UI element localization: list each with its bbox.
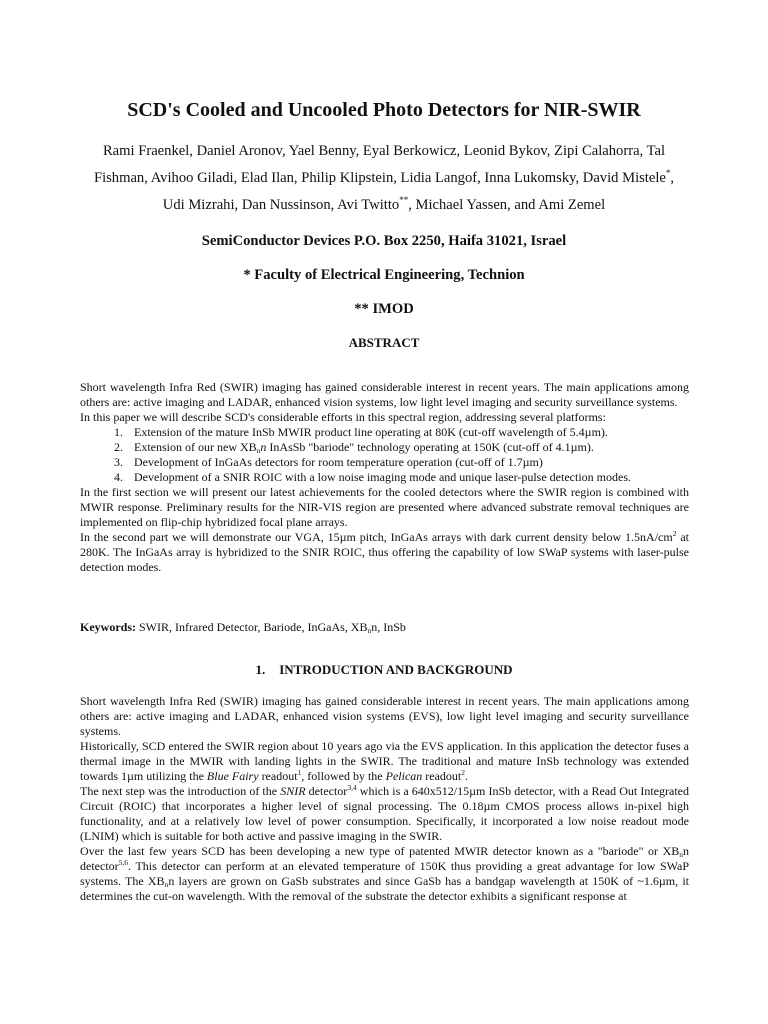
abstract-body [80,380,689,575]
intro-paragraph: Short wavelength Infra Red (SWIR) imaging has gained considerable interest in recent years. The main applications among others are: active imaging and LADAR, enhanced vision systems (EVS), low light level imaging and security surveillance systems. [80,694,689,738]
citation: 3,4 [347,783,357,792]
platform-list [80,425,689,485]
authors-text-2: , Udi Mizrahi, Dan Nussinson, Avi Twitto [162,170,675,213]
affiliation-mark-2: ** [399,195,409,205]
keywords-label: Keywords: [80,620,136,634]
keywords-line: Keywords: SWIR, Infrared Detector, Bariode, InGaAs, $XB_nn$, InSb [80,620,406,635]
list-item: 4. Development of a SNIR ROIC with a low noise imaging mode and unique laser-pulse detection modes. [126,470,689,485]
abstract-paragraph: In the second part we will demonstrate our VGA, 15µm pitch, InGaAs arrays with dark current density below $1.5nA/cm^2$ at 280K. The InGaAs array is hybridized to the SNIR ROIC, thus offering the capability of low SWaP systems with laser-pulse detection modes. [80,529,689,574]
section-heading [0,662,768,678]
section-number: 1. [255,662,266,677]
introduction-body [80,694,689,904]
authors-text-1: Rami Fraenkel, Daniel Aronov, Yael Benny, Eyal Berkowicz, Leonid Bykov, Zipi Calahorra, Tal Fishman, Avihoo Giladi, Elad Ilan, Philip Klipstein, Lidia Langof, Inna Lukomsky, David Mistele [93,143,666,186]
citation: 1 [297,768,302,777]
list-item: 3. Development of InGaAs detectors for room temperature operation (cut-off of 1.7µm) [126,455,689,470]
abstract-paragraph: In the first section we will present our latest achievements for the cooled detectors where the SWIR region is combined with MWIR response. Preliminary results for the NIR-VIS region are presented where advanced substrate removal techniques are implemented on flip-chip hybridized focal plane arrays. [80,485,689,529]
abstract-paragraph: In this paper we will describe SCD's considerable efforts in this spectral region, addressing several platforms: [80,410,606,424]
affiliation-imod: ** IMOD [354,301,414,317]
paper-title: SCD's Cooled and Uncooled Photo Detectors for NIR-SWIR [127,99,641,121]
section-title: INTRODUCTION AND BACKGROUND [279,662,513,677]
affiliation-mark-1: * [665,168,671,178]
abstract-heading: ABSTRACT [348,335,420,350]
intro-paragraph: Over the last few years SCD has been developing a new type of patented MWIR detector known as a "bariode" or $XB_nn$ detector$^{5,6}$. This detector can perform at an elevated temperature of 150K thus providing a great advantage for low SWaP systems. The $XB_nn$ layers are grown on GaSb substrates and since GaSb has a bandgap wavelength at 150K of ~1.6µm, it determines the cut-on wavelength. With the removal of the substrate the detector exhibits a significant response at [80,844,689,903]
intro-paragraph: The next step was the introduction of the SNIR detector$^{3,4}$ which is a 640x512/15µm InSb detector, with a Read Out Integrated Circuit (ROIC) that incorporates a higher level of signal processing. The 0.18µm CMOS process allows in-pixel high functionality, and at a relatively low level of power consumption. Specifically, it incorporated a low noise readout mode (LNIM) which is suitable for both active and passive imaging in the SWIR. [80,783,689,843]
citation: 2 [461,768,466,777]
affiliation-technion: * Faculty of Electrical Engineering, Technion [243,267,525,283]
authors-text-3: , Michael Yassen, and Ami Zemel [408,197,606,213]
affiliation-scd: SemiConductor Devices P.O. Box 2250, Haifa 31021, Israel [201,233,567,249]
author-list [90,138,678,219]
intro-paragraph: Historically, SCD entered the SWIR region about 10 years ago via the EVS application. In this application the detector fuses a thermal image in the MWIR with landing lights in the SWIR. The traditional and mature InSb technology was extended towards 1µm utilizing the Blue Fairy readout$^1$, followed by the Pelican readout$^2$. [80,739,689,783]
abstract-paragraph: Short wavelength Infra Red (SWIR) imaging has gained considerable interest in recent years. The main applications among others are: active imaging and LADAR, enhanced vision systems, low light level imaging and security surveillance systems. [80,380,689,409]
citation: 5,6 [118,858,129,867]
list-item: 2. Extension of our new $XB_nn$ InAsSb "bariode" technology operating at 150K (cut-off of 4.1µm). [126,440,689,455]
list-item: 1. Extension of the mature InSb MWIR product line operating at 80K (cut-off wavelength of 5.4µm). [126,425,689,440]
